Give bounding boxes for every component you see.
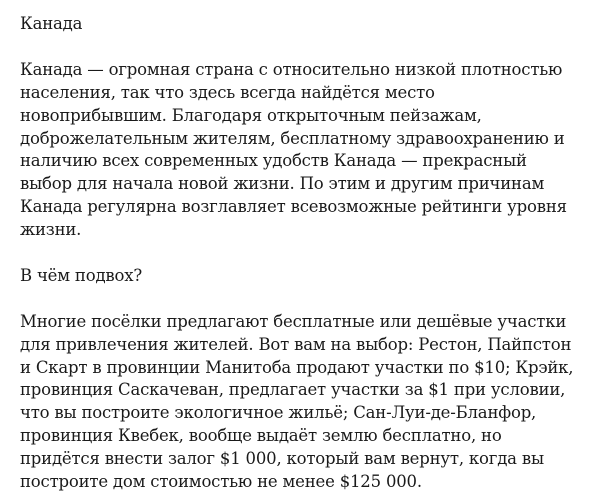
question-heading: В чём подвох? xyxy=(20,265,142,285)
document-body xyxy=(20,13,590,494)
document-title: Канада xyxy=(20,14,83,33)
intro-paragraph: Канада — огромная страна с относительно низкой плотностью населения, так что здесь всегда найдётся место новоприбывшим. Благодаря открыточным пейзажам, доброжелательным жителям, бесплатному здравоохранению и наличию всех современных удобств Канада — прекрасный выбор для начала новой жизни. По этим и другим причинам Канада регулярна возглавляет всевозможные рейтинги уровня жизни. xyxy=(20,59,567,240)
answer-paragraph: Многие посёлки предлагают бесплатные или дешёвые участки для привлечения жителей. Вот вам на выбор: Рестон, Пайпстон и Скарт в провинции Манитоба продают участки по $10; Крэйк, провинция Саскачеван, предлагает участки за $1 при условии, что вы построите экологичное жильё; Сан-Луи-де-Бланфор, провинция Квебек, вообще выдаёт землю бесплатно, но придётся внести залог $1 000, который вам вернут, когда вы построите дом стоимостью не менее $125 000. xyxy=(20,311,574,492)
